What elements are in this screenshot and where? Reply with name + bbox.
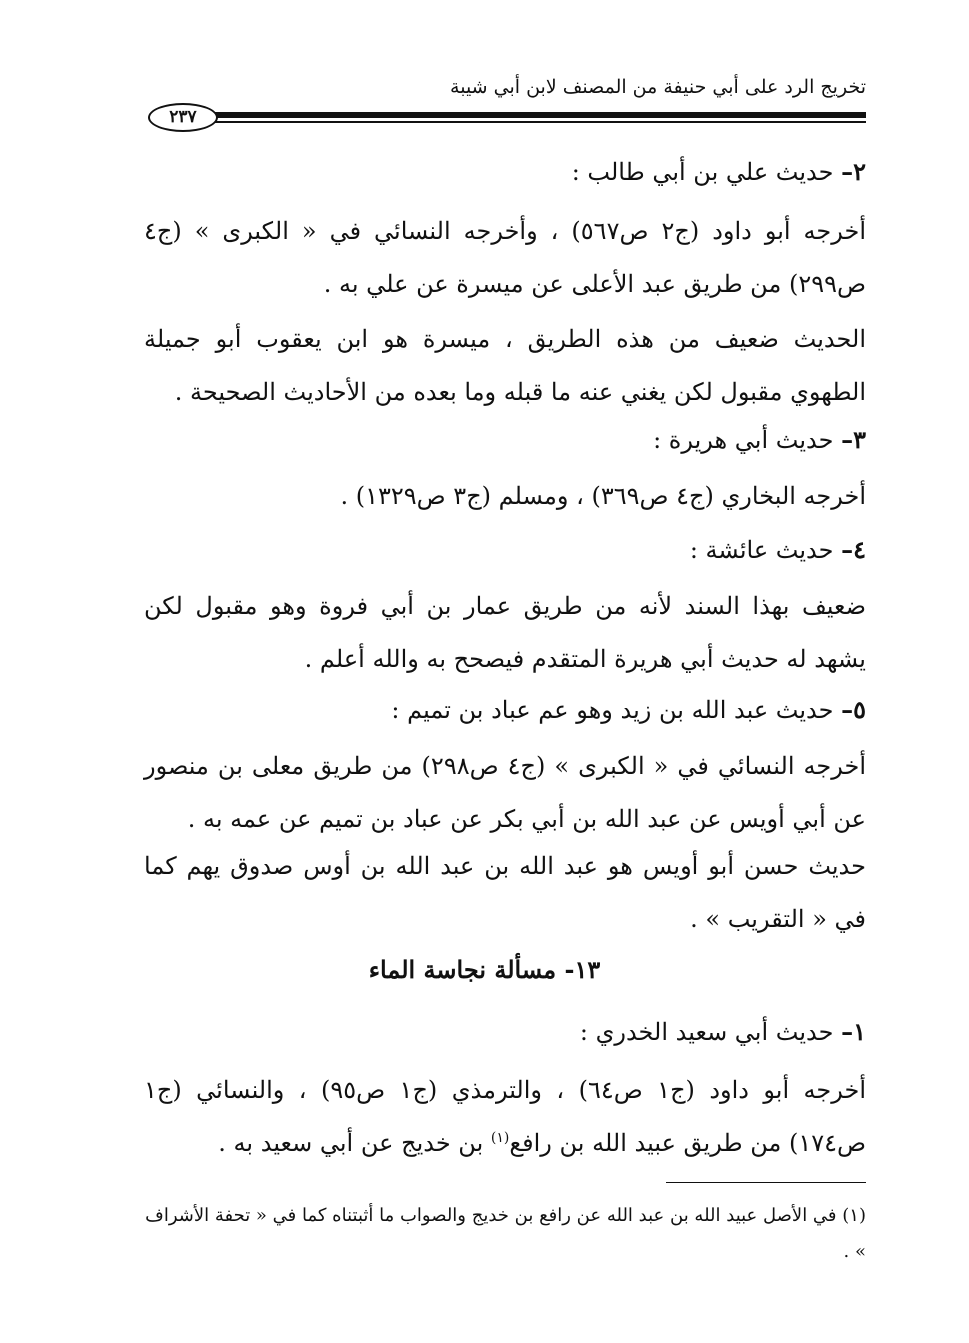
section-heading xyxy=(144,152,866,192)
footnote-rule xyxy=(666,1182,866,1183)
section-title: حديث علي بن أبي طالب : xyxy=(571,158,834,186)
paragraph: أخرجه أبو داود (ج٢ ص٥٦٧) ، وأخرجه النسائي في « الكبرى » (ج٤ ص٢٩٩) من طريق عبد الأعلى عن ميسرة عن علي به . xyxy=(144,217,867,298)
running-title: تخريج الرد على أبي حنيفة من المصنف لابن أبي شيبة xyxy=(450,76,866,98)
section-title: حديث عبد الله بن زيد وهو عم عباد بن تميم : xyxy=(391,696,834,724)
paragraph: حديث حسن أبو أويس هو عبد الله بن عبد الله بن أوس صدوق يهم كما في « التقريب » . xyxy=(144,852,866,933)
section-heading xyxy=(144,690,866,730)
footnote xyxy=(144,1198,866,1270)
section-title: حديث عائشة : xyxy=(689,536,834,564)
paragraph xyxy=(144,1064,866,1170)
section-number: ٤– xyxy=(841,535,866,564)
chapter-title: ١٣- مسألة نجاسة الماء xyxy=(368,955,601,984)
section-heading xyxy=(144,1012,866,1052)
paragraph-text: أخرجه أبو داود (ج١ ص٦٤) ، والترمذي (ج١ ص٩٥) ، والنسائي (ج١ ص١٧٤) من طريق عبيد الله بن رافع xyxy=(144,1076,866,1157)
page-number: ٢٣٧ xyxy=(148,103,218,132)
section-number: ٥– xyxy=(841,695,866,724)
section-number: ١– xyxy=(841,1017,866,1046)
footnote-text: في الأصل عبيد الله بن عبد الله عن رافع بن خديج والصواب ما أثبتناه كما في « تحفة الأشراف » . xyxy=(145,1205,866,1262)
section-title: حديث أبي سعيد الخدري : xyxy=(579,1018,834,1046)
paragraph: ضعيف بهذا السند لأنه من طريق عمار بن أبي فروة وهو مقبول لكن يشهد له حديث أبي هريرة المتقدم فيصحح به والله أعلم . xyxy=(144,592,866,673)
section-number: ٢– xyxy=(841,157,866,186)
footnote-marker: (١) xyxy=(842,1205,866,1226)
paragraph: أخرجه النسائي في « الكبرى » (ج٤ ص٢٩٨) من طريق معلى بن منصور عن أبي أويس عن عبد الله بن أبي بكر عن عباد بن تميم عن عمه به . xyxy=(144,752,866,833)
paragraph: أخرجه البخاري (ج٤ ص٣٦٩) ، ومسلم (ج٣ ص١٣٢٩) . xyxy=(340,482,866,510)
paragraph-text: بن خديج عن أبي سعيد به . xyxy=(218,1129,491,1157)
section-title: حديث أبي هريرة : xyxy=(653,426,834,454)
footnote-reference: (١) xyxy=(490,1130,510,1146)
paragraph: الحديث ضعيف من هذه الطريق ، ميسرة هو ابن يعقوب أبو جميلة الطهوي مقبول لكن يغني عنه ما قبله وما بعده من الأحاديث الصحيحة . xyxy=(144,325,866,406)
section-heading xyxy=(144,530,866,570)
header-rule-thin xyxy=(214,121,866,123)
header-rule xyxy=(214,112,866,118)
section-heading xyxy=(144,420,866,460)
section-number: ٣– xyxy=(841,425,866,454)
